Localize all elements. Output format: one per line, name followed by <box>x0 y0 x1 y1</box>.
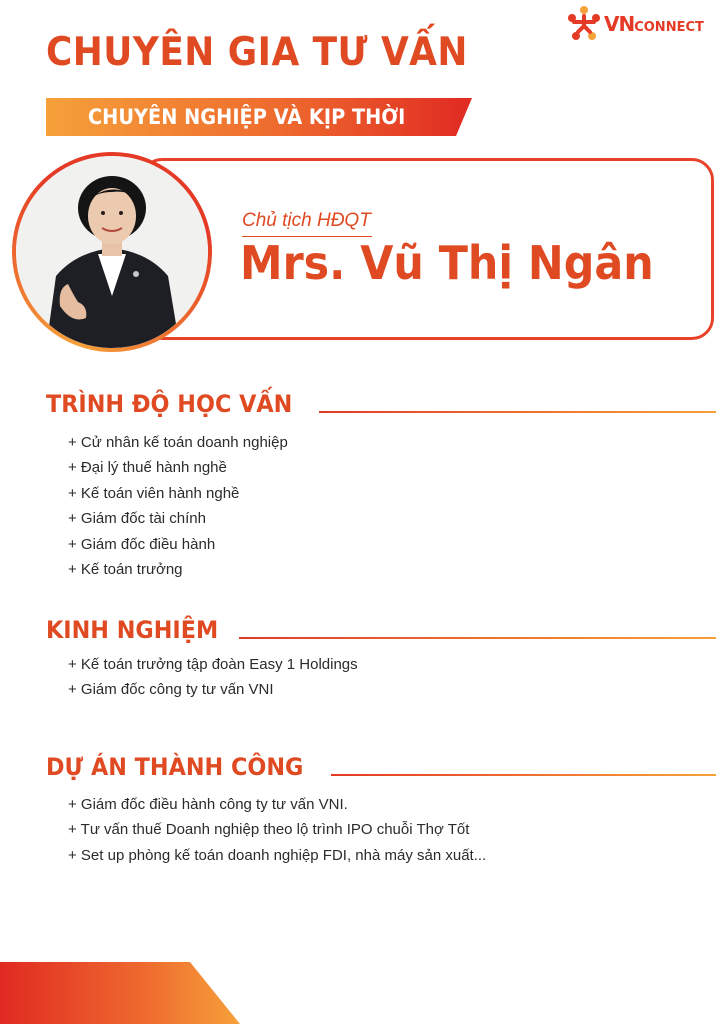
list-item: + Giám đốc điều hành <box>68 535 216 553</box>
projects-list <box>68 792 486 868</box>
portrait-image <box>16 156 208 348</box>
logo-vn-text: VN <box>604 12 635 36</box>
logo-connect-text: CONNECT <box>634 20 704 35</box>
list-item: + Đại lý thuế hành nghề <box>68 459 227 477</box>
page-title: CHUYÊN GIA TƯ VẤN <box>46 30 468 75</box>
list-item: + Kế toán trưởng tập đoàn Easy 1 Holdings <box>68 656 358 673</box>
section-divider <box>239 637 716 639</box>
logo-wordmark <box>604 12 704 36</box>
list-item: + Giám đốc công ty tư vấn VNI <box>68 681 274 699</box>
list-item: + Kế toán trưởng <box>68 560 183 578</box>
profile-name: Mrs. Vũ Thị Ngân <box>240 236 654 290</box>
list-item: + Giám đốc tài chính <box>68 510 206 528</box>
section-education-header <box>46 390 716 418</box>
section-education-title: TRÌNH ĐỘ HỌC VẤN <box>46 390 293 418</box>
list-item: + Tư vấn thuế Doanh nghiệp theo lộ trình IPO chuỗi Thợ Tốt <box>68 821 470 839</box>
section-experience-header <box>46 616 716 644</box>
list-item: + Kế toán viên hành nghề <box>68 484 240 502</box>
subtitle-text: CHUYÊN NGHIỆP VÀ KỊP THỜI <box>88 105 406 129</box>
section-projects-title: DỰ ÁN THÀNH CÔNG <box>46 753 304 781</box>
corner-decoration <box>0 962 240 1024</box>
list-item: + Set up phòng kế toán doanh nghiệp FDI, nhà máy sản xuất... <box>68 846 487 864</box>
section-divider <box>319 411 716 413</box>
profile-role: Chủ tịch HĐQT <box>242 210 371 231</box>
section-projects-header <box>46 753 716 781</box>
people-emblem-icon <box>566 4 602 44</box>
avatar <box>16 156 208 348</box>
subtitle-banner <box>46 98 472 136</box>
section-experience-title: KINH NGHIỆM <box>46 616 219 644</box>
list-item: + Cử nhân kế toán doanh nghiệp <box>68 434 288 451</box>
list-item: + Giám đốc điều hành công ty tư vấn VNI. <box>68 796 348 813</box>
section-divider <box>331 774 716 776</box>
experience-list <box>68 652 358 703</box>
education-list <box>68 430 288 582</box>
vnconnect-logo <box>566 4 722 44</box>
